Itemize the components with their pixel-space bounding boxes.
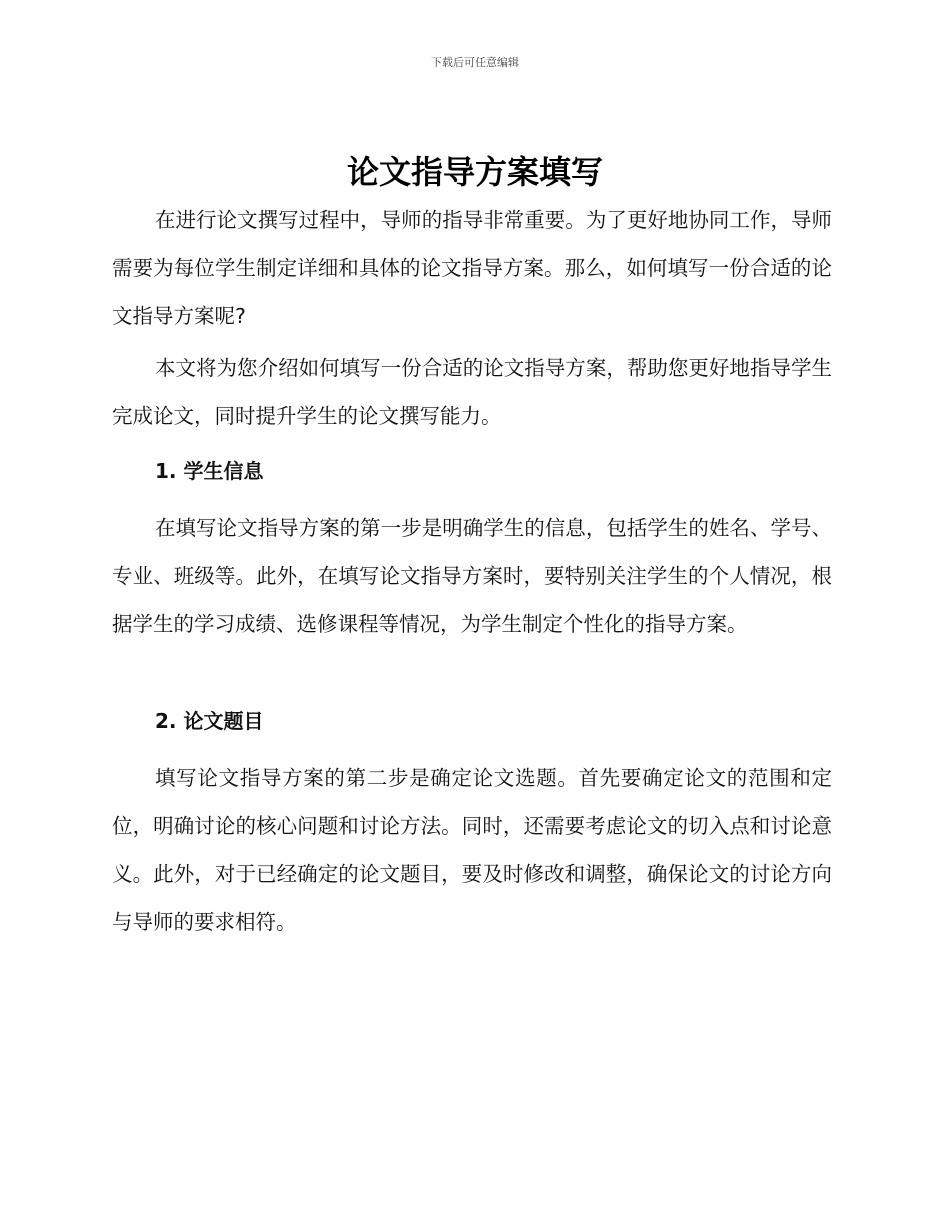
section-body-student-info: 在填写论文指导方案的第一步是明确学生的信息，包括学生的姓名、学号、专业、班级等。此外，在填写论文指导方案时，要特别关注学生的个人情况，根据学生的学习成绩、选修课程等情况，为学生制定个性化的指导方案。 <box>112 516 832 636</box>
intro-paragraph-1: 在进行论文撰写过程中，导师的指导非常重要。为了更好地协同工作，导师需要为每位学生制定详细和具体的论文指导方案。那么，如何填写一份合适的论文指导方案呢? <box>112 208 832 328</box>
intro-paragraph-2: 本文将为您介绍如何填写一份合适的论文指导方案，帮助您更好地指导学生完成论文，同时提升学生的论文撰写能力。 <box>112 356 832 428</box>
section-heading-thesis-topic: 2. 论文题目 <box>155 709 264 733</box>
document-title: 论文指导方案填写 <box>346 153 603 191</box>
section-body-thesis-topic: 填写论文指导方案的第二步是确定论文选题。首先要确定论文的范围和定位，明确讨论的核心问题和讨论方法。同时，还需要考虑论文的切入点和讨论意义。此外，对于已经确定的论文题目，要及时修改和调整，确保论文的讨论方向与导师的要求相符。 <box>112 766 832 934</box>
section-heading-student-info: 1. 学生信息 <box>155 459 264 483</box>
header-note: 下载后可任意编辑 <box>431 56 519 69</box>
